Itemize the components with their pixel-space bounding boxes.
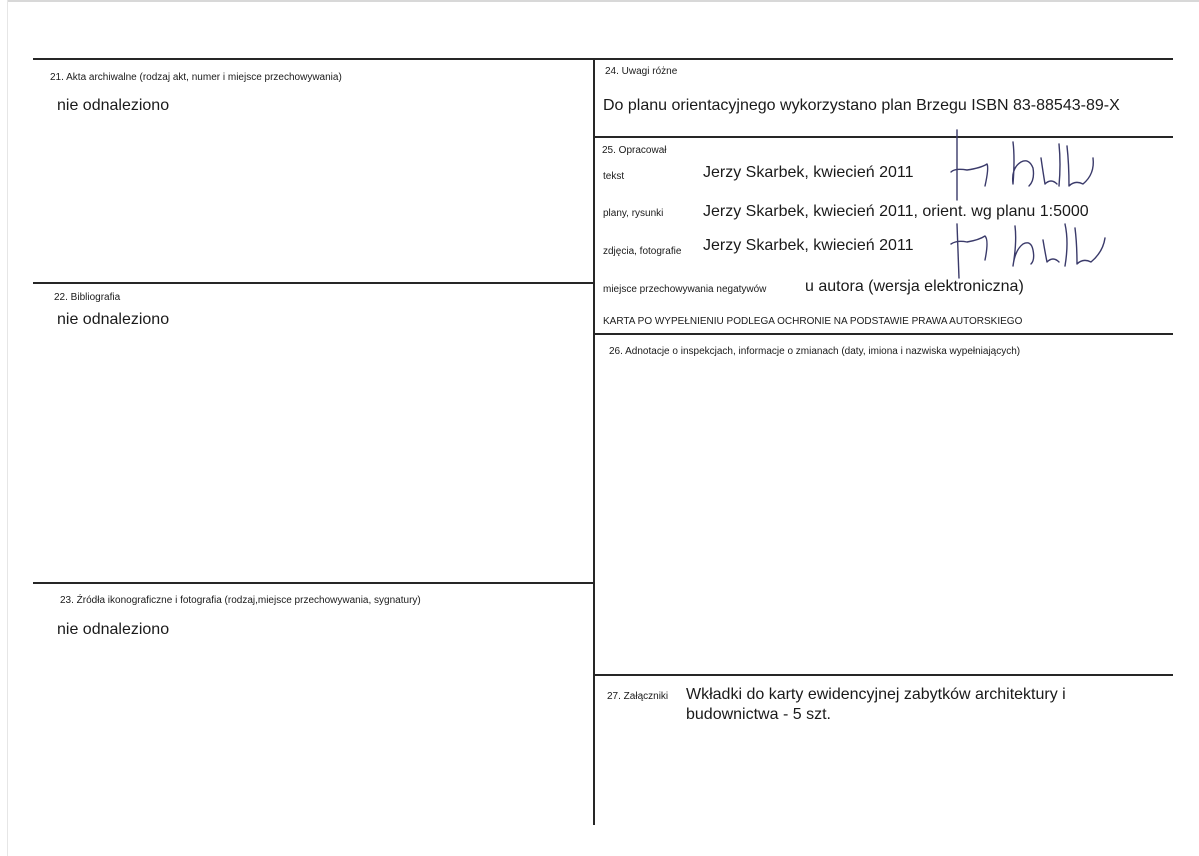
section-24-value: Do planu orientacyjnego wykorzystano plan Brzegu ISBN 83-88543-89-X [603, 97, 1120, 114]
section-25-label: 25. Opracował [602, 145, 667, 156]
author-text-label: tekst [603, 171, 625, 182]
section-27-value-line2: budownictwa - 5 szt. [686, 706, 831, 723]
copyright-notice: KARTA PO WYPEŁNIENIU PODLEGA OCHRONIE NA PODSTAWIE PRAWA AUTORSKIEGO [603, 316, 1023, 327]
author-photos-value: Jerzy Skarbek, kwiecień 2011 [703, 237, 914, 254]
scan-edge-left [7, 0, 8, 856]
negatives-storage-label: miejsce przechowywania negatywów [603, 284, 767, 295]
section-21-value: nie odnaleziono [57, 97, 170, 114]
negatives-storage-value: u autora (wersja elektroniczna) [805, 278, 1024, 295]
section-21-label: 21. Akta archiwalne (rodzaj akt, numer i miejsce przechowywania) [50, 72, 342, 83]
section-22-label: 22. Bibliografia [54, 292, 121, 303]
section-27-value-line1: Wkładki do karty ewidencyjnej zabytków architektury i [686, 686, 1066, 703]
top-rule [33, 58, 1173, 60]
rule-26-27 [595, 674, 1173, 676]
section-24-label: 24. Uwagi różne [605, 66, 678, 77]
column-divider [593, 58, 595, 825]
section-26-label: 26. Adnotacje o inspekcjach, informacje o zmianach (daty, imiona i nazwiska wypełniających) [609, 346, 1021, 357]
author-plans-label: plany, rysunki [603, 208, 664, 219]
author-text-value: Jerzy Skarbek, kwiecień 2011 [703, 164, 914, 181]
section-23-label: 23. Źródła ikonograficzne i fotografia (rodzaj,miejsce przechowywania, sygnatury) [60, 595, 421, 606]
rule-22-23 [33, 582, 593, 584]
scan-edge-top [8, 0, 1199, 2]
author-photos-label: zdjęcia, fotografie [603, 246, 682, 257]
section-27-label: 27. Załączniki [607, 691, 669, 702]
signature-icon [945, 128, 1145, 288]
rule-25-26 [595, 333, 1173, 335]
section-23-value: nie odnaleziono [57, 621, 170, 638]
section-22-value: nie odnaleziono [57, 311, 170, 328]
rule-21-22 [33, 282, 593, 284]
author-plans-value: Jerzy Skarbek, kwiecień 2011, orient. wg planu 1:5000 [703, 203, 1089, 220]
